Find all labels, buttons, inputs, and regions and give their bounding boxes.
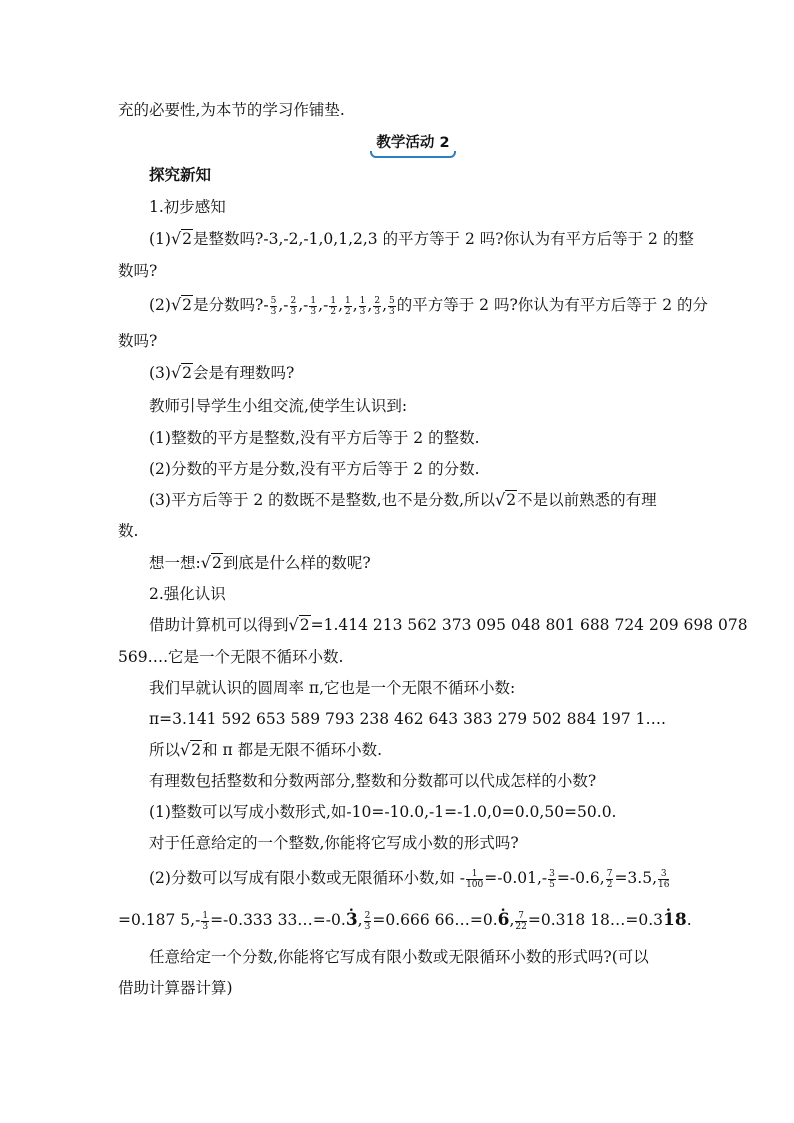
fraction: $\frac{2}{3}$ [374, 295, 381, 317]
question-2 [149, 295, 708, 317]
fraction: $\frac{1}{2}$ [345, 295, 351, 317]
text-line: π=3.141 592 653 589 793 238 462 643 383 279 502 884 197 1…. [149, 710, 666, 728]
fraction: $\frac{5}{3}$ [270, 295, 277, 317]
text-span: =-0.01,- [484, 869, 548, 887]
question-text: 是整数吗?-3,-2,-1,0,1,2,3 的平方等于 2 吗?你认为有平方后等于 2 的整 [193, 230, 694, 248]
section-title [370, 131, 456, 152]
repeating-digit: . 3 [346, 910, 358, 930]
section-title-text: 教学活动 2 [376, 135, 450, 151]
question-number: (2) [149, 296, 171, 314]
text-span: . [686, 911, 692, 929]
text-span: =-0.6, [556, 869, 605, 887]
fraction: $\frac{3}{5}$ [549, 868, 555, 890]
sqrt-expression: √2 [180, 740, 202, 759]
sqrt-expression: √2 [495, 490, 517, 509]
text-line: 充的必要性,为本节的学习作铺垫. [118, 101, 345, 119]
text-line [149, 490, 657, 510]
question-1 [149, 229, 694, 249]
text-span: (3)平方后等于 2 的数既不是整数,也不是分数,所以 [149, 491, 496, 509]
fraction-sign: , [352, 296, 358, 314]
text-span: 所以 [149, 741, 181, 759]
fraction: $\frac{1}{2}$ [330, 295, 337, 317]
text-span: =3.5, [614, 869, 658, 887]
subheading: 探究新知 [149, 166, 212, 184]
fraction-sign: ,- [318, 296, 329, 314]
fraction: $\frac{2}{3}$ [364, 910, 371, 932]
sqrt-expression: √2 [170, 229, 193, 248]
fraction: $\frac{1}{3}$ [310, 295, 317, 317]
repeating-digit: . 6 [498, 910, 510, 930]
step-heading: 1.初步感知 [149, 198, 226, 216]
fraction-list [263, 295, 396, 317]
fraction: $\frac{1}{100}$ [466, 868, 484, 890]
text-line: 数. [118, 522, 139, 540]
title-bracket [370, 151, 456, 158]
sqrt-expression: √2 [288, 615, 310, 634]
sqrt-value: 2 [299, 616, 310, 634]
fraction-sign: ,- [298, 296, 309, 314]
fraction: $\frac{1}{3}$ [202, 910, 209, 932]
fraction-sign: ,- [278, 296, 289, 314]
text-span: 借助计算机可以得到 [149, 616, 289, 634]
fraction: $\frac{5}{3}$ [389, 295, 395, 317]
text-span: 到底是什么样的数呢? [222, 554, 371, 572]
question-text: 会是有理数吗? [193, 364, 295, 382]
text-line [149, 615, 748, 635]
fraction-sign: , [382, 296, 388, 314]
text-span: , [509, 911, 515, 929]
sqrt-value: 2 [211, 554, 222, 572]
text-span: 不是以前熟悉的有理 [517, 491, 657, 509]
fraction-examples [149, 868, 670, 890]
fraction: $\frac{3}{16}$ [658, 868, 670, 890]
fraction: $\frac{7}{22}$ [515, 910, 527, 932]
fraction: $\frac{1}{3}$ [359, 295, 366, 317]
step-heading: 2.强化认识 [149, 585, 226, 603]
text-line [149, 740, 382, 760]
text-line: (1)整数可以写成小数形式,如-10=-10.0,-1=-1.0,0=0.0,50=50.0. [149, 803, 617, 821]
fraction-sign: , [367, 296, 373, 314]
text-span: =1.414 213 562 373 095 048 801 688 724 209 698 078 [310, 616, 748, 634]
text-line: 教师引导学生小组交流,使学生认识到: [149, 397, 408, 415]
text-line: 数吗? [118, 332, 158, 350]
text-line: 569….它是一个无限不循环小数. [118, 648, 344, 666]
fraction: $\frac{7}{2}$ [606, 868, 613, 890]
text-line: 任意给定一个分数,你能将它写成有限小数或无限循环小数的形式吗?(可以 [149, 948, 649, 966]
sqrt-value: 2 [506, 491, 517, 509]
repeating-digits: . 18 [663, 910, 687, 930]
text-line: 对于任意给定的一个整数,你能将它写成小数的形式吗? [149, 834, 519, 852]
sqrt-value: 2 [182, 296, 193, 314]
text-span: =-0.333 33…=-0. [210, 911, 346, 929]
sqrt-expression: √2 [170, 363, 193, 382]
fraction-sign: , [338, 296, 343, 314]
question-number: (1) [149, 230, 171, 248]
text-span: 想一想: [149, 554, 201, 572]
question-number: (3) [149, 364, 171, 382]
text-line: 数吗? [118, 262, 158, 280]
sqrt-value: 2 [182, 230, 193, 248]
fraction: $\frac{2}{3}$ [290, 295, 297, 317]
question-text: 是分数吗? [193, 296, 264, 314]
text-span: (2)分数可以写成有限小数或无限循环小数,如 - [149, 869, 466, 887]
sqrt-value: 2 [182, 364, 193, 382]
text-span: =0.666 66…=0. [372, 911, 498, 929]
text-line: 我们早就认识的圆周率 π,它也是一个无限不循环小数: [149, 679, 516, 697]
fraction-sign: - [263, 296, 269, 314]
sqrt-expression: √2 [170, 295, 193, 314]
sqrt-value: 2 [191, 741, 202, 759]
question-3 [149, 363, 294, 383]
fraction-examples [118, 910, 692, 932]
text-span: 和 π 都是无限不循环小数. [202, 741, 383, 759]
text-line: 有理数包括整数和分数两部分,整数和分数都可以代成怎样的小数? [149, 772, 597, 790]
sqrt-expression: √2 [200, 553, 222, 572]
text-line: 借助计算器计算) [118, 979, 233, 997]
text-line: (2)分数的平方是分数,没有平方后等于 2 的分数. [149, 460, 480, 478]
text-span: =0.187 5,- [118, 911, 201, 929]
text-line: (1)整数的平方是整数,没有平方后等于 2 的整数. [149, 429, 480, 447]
text-span: , [357, 911, 363, 929]
text-line [149, 553, 371, 573]
question-text: 的平方等于 2 吗?你认为有平方后等于 2 的分 [396, 296, 708, 314]
text-span: =0.318 18…=0.3 [527, 911, 664, 929]
